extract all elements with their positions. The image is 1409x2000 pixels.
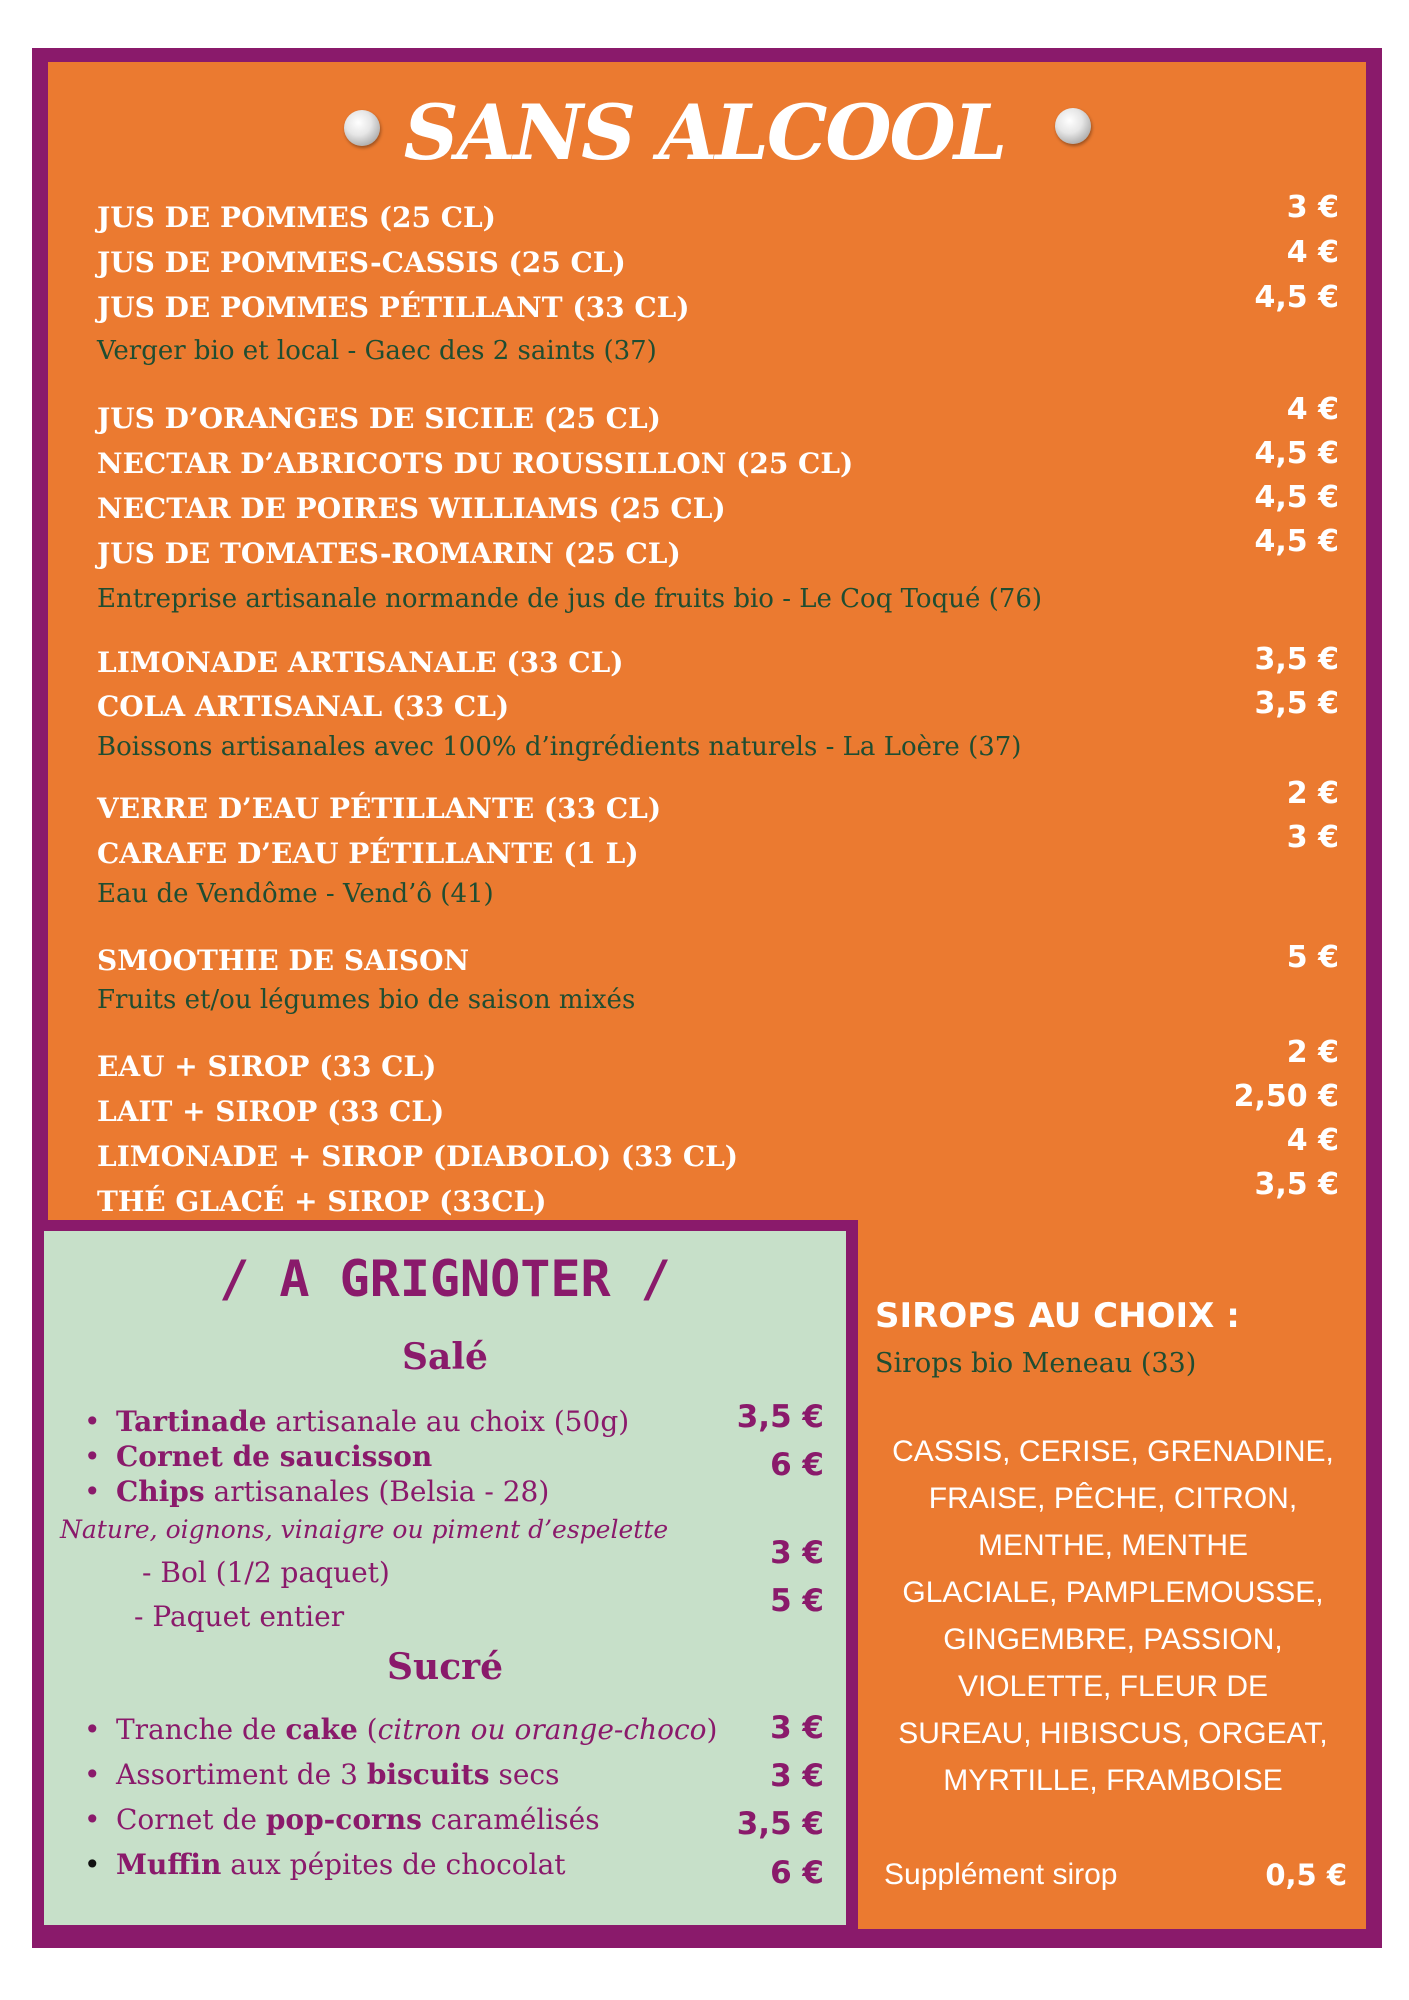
drink-price: 2 € [1286,776,1339,811]
chips-paquet: - Paquet entier [134,1600,345,1633]
drink-item: JUS DE POMMES-CASSIS (25 CL) [97,246,626,279]
snack-price: 3,5 € [736,1399,824,1435]
page-title: SANS ALCOOL [403,88,1006,177]
sirops-line: CASSIS, CERISE, GRENADINE, [892,1435,1334,1468]
sirops-title: SIROPS AU CHOIX : [875,1296,1240,1336]
drink-price: 4,5 € [1254,280,1339,315]
bullet-icon: • [84,1475,101,1508]
drink-price: 2,50 € [1233,1079,1339,1114]
sirops-line: GINGEMBRE, PASSION, [943,1623,1283,1656]
snack-item-popcorn: • Cornet de pop-corns caramélisés [84,1803,600,1836]
drink-group-note: Verger bio et local - Gaec des 2 saints (37) [97,336,657,366]
sirops-flavour-list [868,1428,1358,1804]
drink-price: 4,5 € [1254,524,1339,559]
bullet-icon: • [84,1803,101,1836]
drink-price: 4 € [1286,235,1339,270]
sale-heading: Salé [402,1336,488,1378]
drink-price: 3,5 € [1254,642,1339,677]
snack-price: 3,5 € [736,1806,824,1842]
drink-group-note: Boissons artisanales avec 100% d’ingrédients naturels - La Loère (37) [97,732,1022,762]
drink-item: NECTAR DE POIRES WILLIAMS (25 CL) [97,492,726,525]
drink-price: 4 € [1286,1123,1339,1158]
sucre-heading: Sucré [387,1646,503,1688]
drink-price: 2 € [1286,1035,1339,1070]
bullet-icon: • [84,1848,101,1881]
sirops-line: GLACIALE, PAMPLEMOUSSE, [902,1576,1324,1609]
snack-price: 3 € [770,1710,824,1746]
drink-price: 3,5 € [1254,686,1339,721]
drink-item: CARAFE D’EAU PÉTILLANTE (1 L) [97,837,639,870]
drink-price: 3,5 € [1254,1167,1339,1202]
drink-item: SMOOTHIE DE SAISON [97,944,470,977]
drink-group-note: Fruits et/ou légumes bio de saison mixés [97,985,636,1015]
drink-group-note: Entreprise artisanale normande de jus de fruits bio - Le Coq Toqué (76) [97,584,1043,614]
bullet-icon: • [84,1713,101,1746]
supplement-label: Supplément sirop [884,1858,1118,1891]
drink-item: JUS DE POMMES PÉTILLANT (33 CL) [97,291,690,324]
drink-price: 4,5 € [1254,436,1339,471]
drink-item: NECTAR D’ABRICOTS DU ROUSSILLON (25 CL) [97,447,854,480]
chips-flavours: Nature, oignons, vinaigre ou piment d’espelette [60,1515,669,1544]
drink-item: LAIT + SIROP (33 CL) [97,1095,445,1128]
snack-price: 3 € [770,1758,824,1794]
drink-price: 3 € [1286,190,1339,225]
drink-item: JUS DE POMMES (25 CL) [97,201,496,234]
drink-item: VERRE D’EAU PÉTILLANTE (33 CL) [97,792,662,825]
bullet-icon: • [84,1405,101,1438]
drink-item: COLA ARTISANAL (33 CL) [97,690,510,723]
snack-item-biscuits: • Assortiment de 3 biscuits secs [84,1758,560,1791]
snack-item-muffin: • Muffin aux pépites de chocolat [84,1848,566,1881]
drink-price: 5 € [1286,940,1339,975]
snack-price: 5 € [770,1583,824,1619]
bullet-icon: • [84,1758,101,1791]
snacks-title: / A GRIGNOTER / [219,1250,671,1308]
snack-item-tartinade: • Tartinade artisanale au choix (50g) [84,1405,630,1438]
sirops-line: FRAISE, PÊCHE, CITRON, [928,1482,1298,1515]
drink-price: 4,5 € [1254,480,1339,515]
sirops-line: SUREAU, HIBISCUS, ORGEAT, [898,1717,1328,1750]
drinks-panel [48,62,1366,1220]
snack-item-cake: • Tranche de cake (citron ou orange-choco) [84,1713,718,1746]
snack-price: 3 € [770,1535,824,1571]
chips-bol: - Bol (1/2 paquet) [142,1556,390,1589]
supplement-price: 0,5 € [1265,1858,1347,1892]
drink-item: JUS D’ORANGES DE SICILE (25 CL) [97,402,661,435]
sirops-subtitle: Sirops bio Meneau (33) [875,1348,1197,1379]
bullet-icon: • [84,1440,101,1473]
snack-item-chips: • Chips artisanales (Belsia - 28) [84,1475,550,1508]
sirops-line: MYRTILLE, FRAMBOISE [943,1764,1283,1797]
drink-price: 3 € [1286,820,1339,855]
snack-price: 6 € [770,1447,824,1483]
snack-item-cornet-saucisson: • Cornet de saucisson [84,1440,433,1473]
sirops-line: VIOLETTE, FLEUR DE [957,1670,1269,1703]
drink-item: JUS DE TOMATES-ROMARIN (25 CL) [97,537,681,570]
drink-item: THÉ GLACÉ + SIROP (33CL) [97,1185,547,1218]
drink-group-note: Eau de Vendôme - Vend’ô (41) [97,879,494,909]
snack-price: 6 € [770,1855,824,1891]
drink-item: LIMONADE + SIROP (DIABOLO) (33 CL) [97,1140,739,1173]
drink-item: EAU + SIROP (33 CL) [97,1050,437,1083]
drink-price: 4 € [1286,392,1339,427]
sirops-line: MENTHE, MENTHE [978,1529,1248,1562]
drink-item: LIMONADE ARTISANALE (33 CL) [97,646,624,679]
